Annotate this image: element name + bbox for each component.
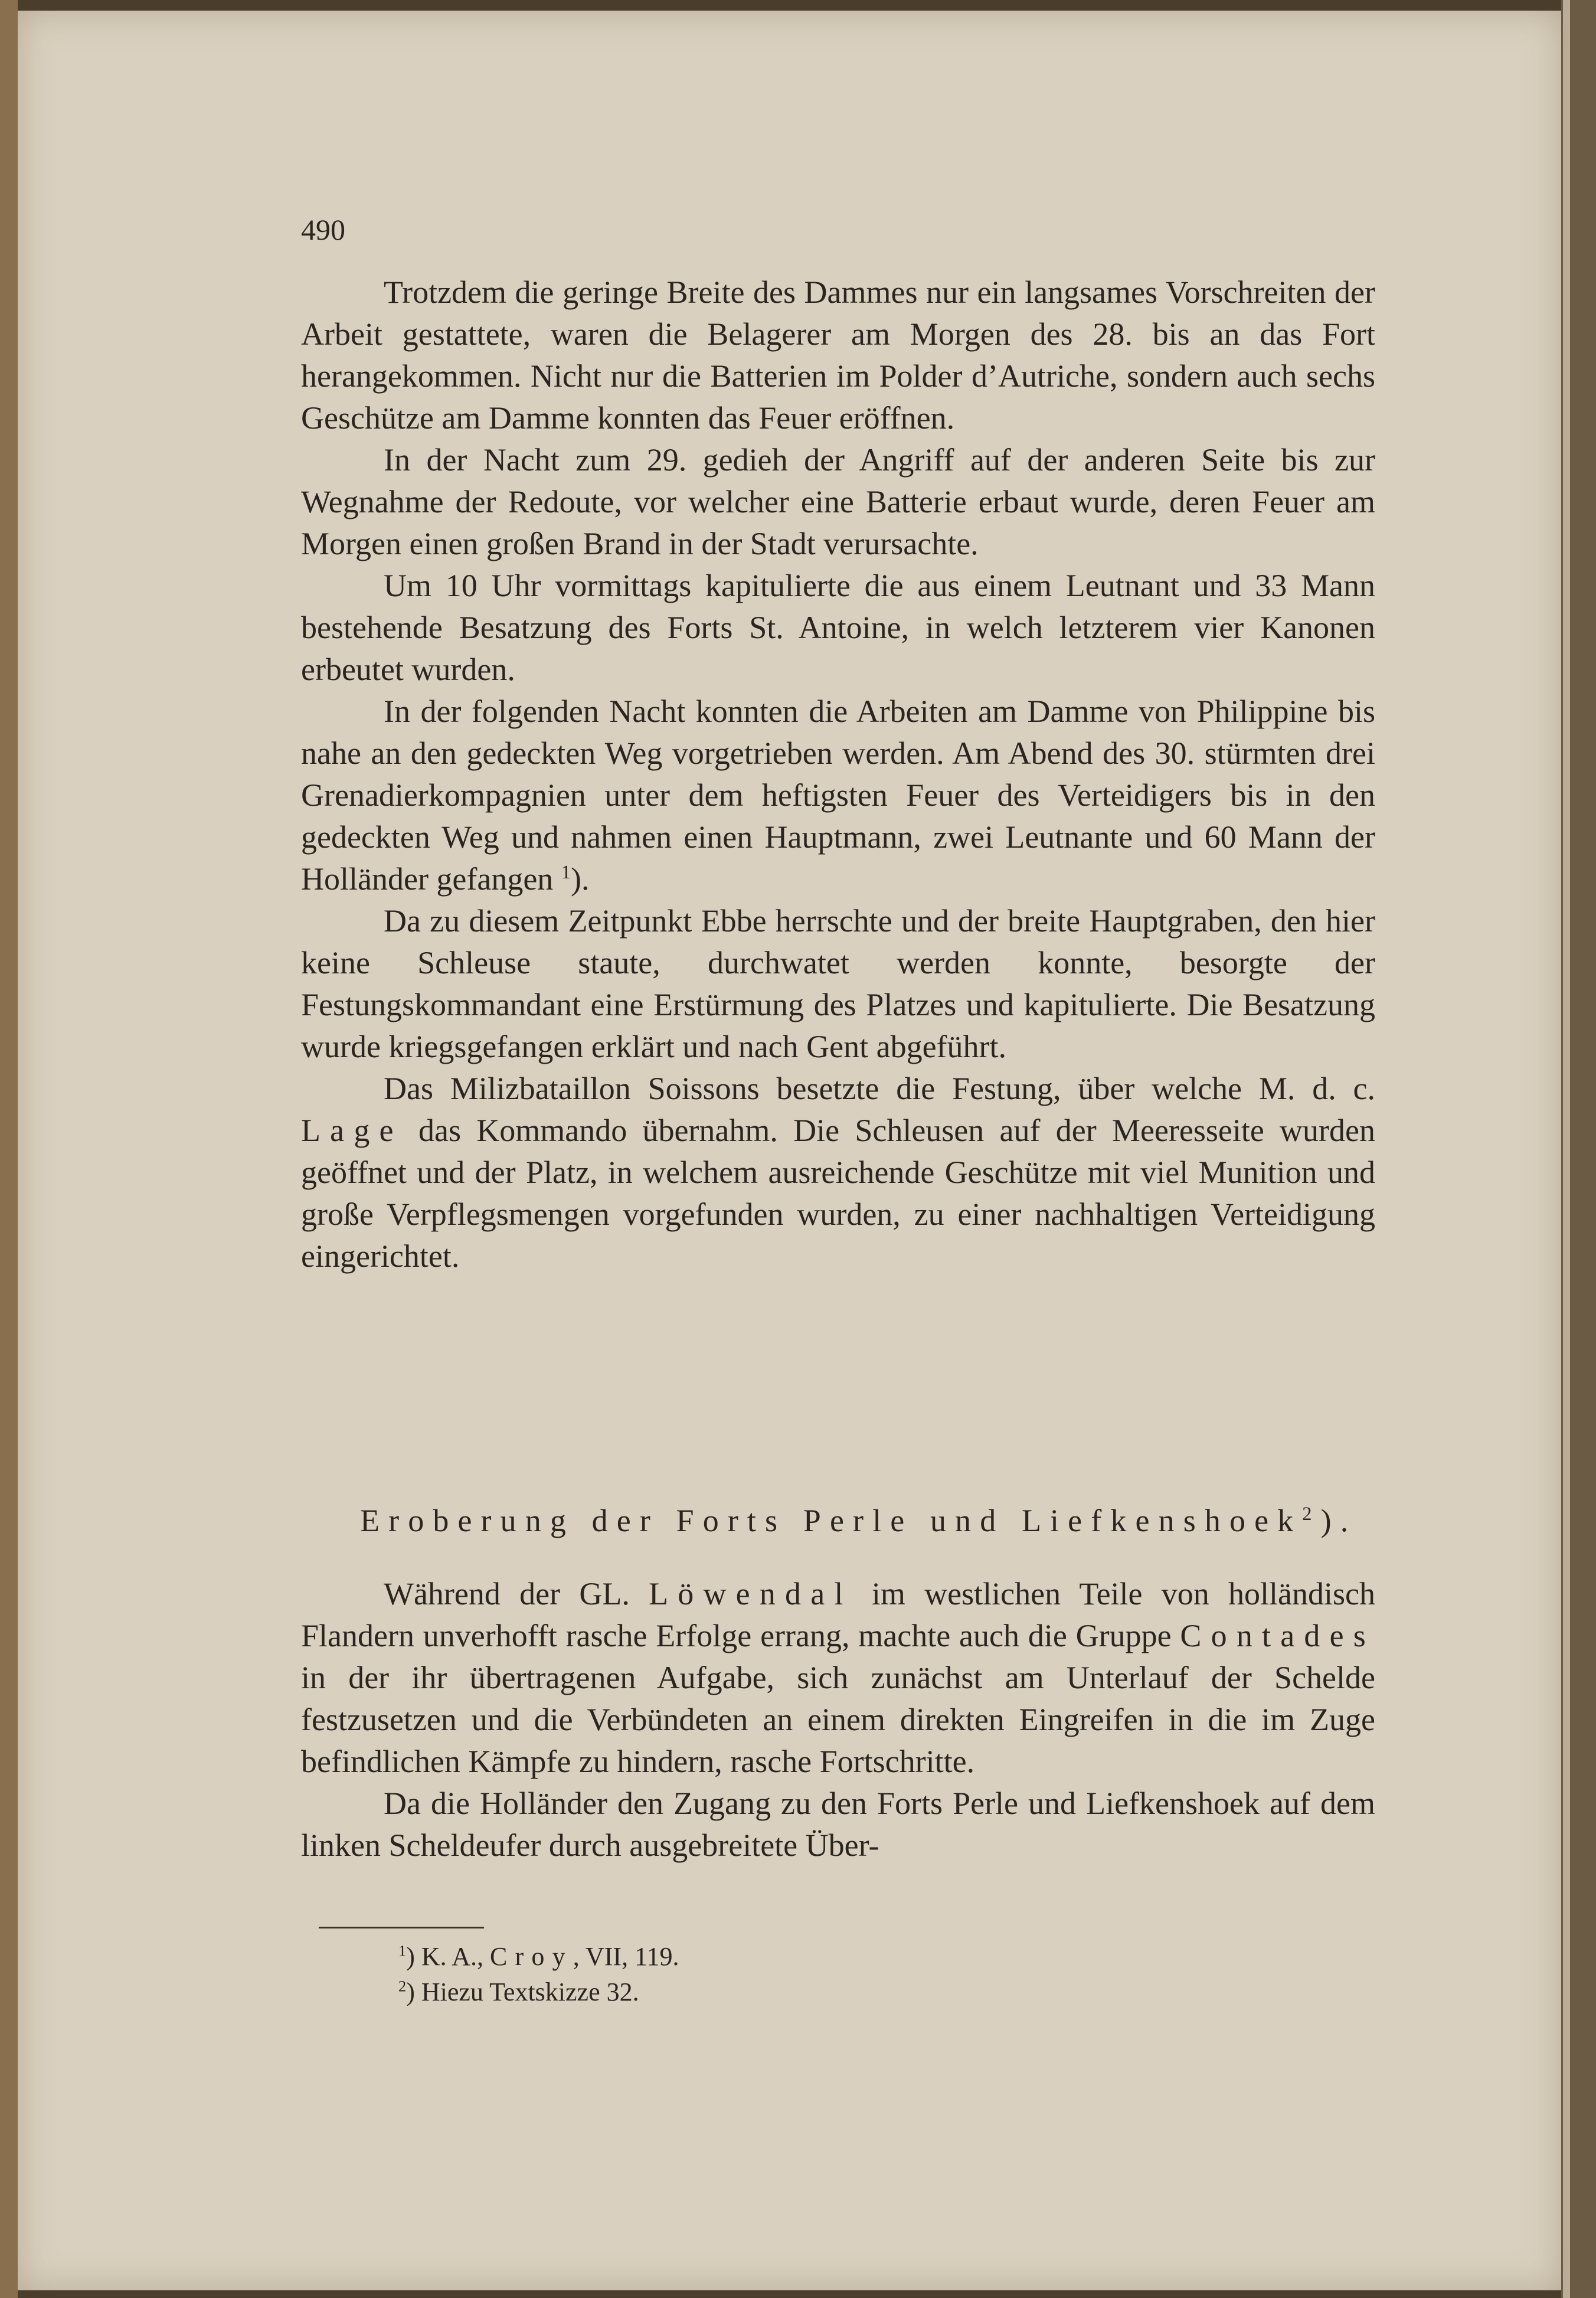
footnotes — [398, 1939, 679, 2010]
paragraph-text: Das Milizbataillon Soissons besetzte die Festung, über welche M. d. c. — [384, 1071, 1375, 1106]
footnote-mark: 2 — [398, 1977, 407, 1995]
paragraph-text: in der ihr übertragenen Aufgabe, sich zunächst am Unterlauf der Schelde festzusetzen und die Verbündeten an einem direkten Eingreifen in die im Zuge befindlichen Kämpfe zu hindern, rasche Fortschritte. — [301, 1660, 1375, 1779]
footnote-text: , VII, 119. — [573, 1942, 679, 1971]
paragraph-text: das Kommando übernahm. Die Schleusen auf der Meeresseite wurden geöffnet und der Platz, in welchem ausreichende Geschütze mit viel Munition und große Verpflegsmengen vorgefunden wurden, zu einer nachhaltigen Verteidigung eingerichtet. — [301, 1113, 1375, 1274]
paragraph: In der Nacht zum 29. gedieh der Angriff auf der anderen Seite bis zur Wegnahme der Redoute, vor welcher eine Batterie erbaut wurde, deren Feuer am Morgen einen großen Brand in der Stadt verursachte. — [301, 442, 1375, 561]
body-text-upper — [301, 272, 1375, 1277]
footnote-text: ) Hiezu Textskizze 32. — [406, 1977, 639, 2006]
paragraph: Um 10 Uhr vormittags kapitulierte die aus einem Leutnant und 33 Mann bestehende Besatzung des Forts St. Antoine, in welch letzterem vier Kanonen erbeutet wurden. — [301, 568, 1375, 687]
page-right-edge-inner — [1563, 0, 1570, 2298]
book-spine-edge — [0, 0, 18, 2298]
paragraph: Da die Holländer den Zugang zu den Forts Perle und Liefkenshoek auf dem linken Scheldeufer durch ausgebreitete Über- — [301, 1786, 1375, 1863]
footnote-divider — [319, 1927, 484, 1928]
paragraph-text: In der folgenden Nacht konnten die Arbeiten am Damme von Philippine bis nahe an den gedeckten Weg vorgetrieben werden. Am Abend des 30. stürmten drei Grenadierkompagnien unter dem heftigsten Feuer des Verteidigers bis in den gedeckten Weg und nahmen einen Hauptmann, zwei Leutnante und 60 Mann der Holländer gefangen — [301, 694, 1375, 897]
paragraph-text: im westlichen Teile von holländisch Flandern unverhofft rasche Erfolge errang, machte auch die Gruppe — [301, 1576, 1375, 1653]
section-heading-text: Eroberung der Forts Perle und Liefkenshoek — [360, 1503, 1303, 1538]
footnote-1 — [398, 1939, 679, 1975]
person-name: Löwendal — [649, 1576, 853, 1611]
paragraph — [301, 691, 1375, 900]
paragraph — [301, 1068, 1375, 1277]
body-text-lower — [301, 1573, 1375, 1866]
section-heading-tail: ). — [1320, 1503, 1358, 1538]
paragraph: Da zu diesem Zeitpunkt Ebbe herrschte und der breite Hauptgraben, den hier keine Schleuse staute, durchwatet werden konnte, besorgte der Festungskommandant eine Erstürmung des Platzes und kapitulierte. Die Besatzung wurde kriegsgefangen erklärt und nach Gent abgeführt. — [301, 903, 1375, 1064]
footnote-reference[interactable]: 2 — [1302, 1503, 1321, 1525]
footnote-mark: 1 — [398, 1941, 407, 1960]
footnote-2 — [398, 1975, 679, 2010]
section-heading — [360, 1502, 1363, 1539]
paragraph-text: Während der GL. — [384, 1576, 649, 1611]
person-name: Lage — [301, 1113, 403, 1148]
page-number: 490 — [301, 213, 345, 246]
person-name: Croy — [489, 1942, 573, 1971]
paragraph-tail: ). — [571, 861, 590, 897]
person-name: Contades — [1180, 1618, 1375, 1653]
paragraph — [301, 1573, 1375, 1783]
footnote-text: ) K. A., — [406, 1942, 490, 1971]
footnote-reference[interactable]: 1 — [561, 862, 571, 883]
paragraph: Trotzdem die geringe Breite des Dammes nur ein langsames Vorschreiten der Arbeit gestattete, waren die Belagerer am Morgen des 28. bis an das Fort herangekommen. Nicht nur die Batterien im Polder d’Autriche, sondern auch sechs Geschütze am Damme konnten das Feuer eröffnen. — [301, 274, 1375, 436]
